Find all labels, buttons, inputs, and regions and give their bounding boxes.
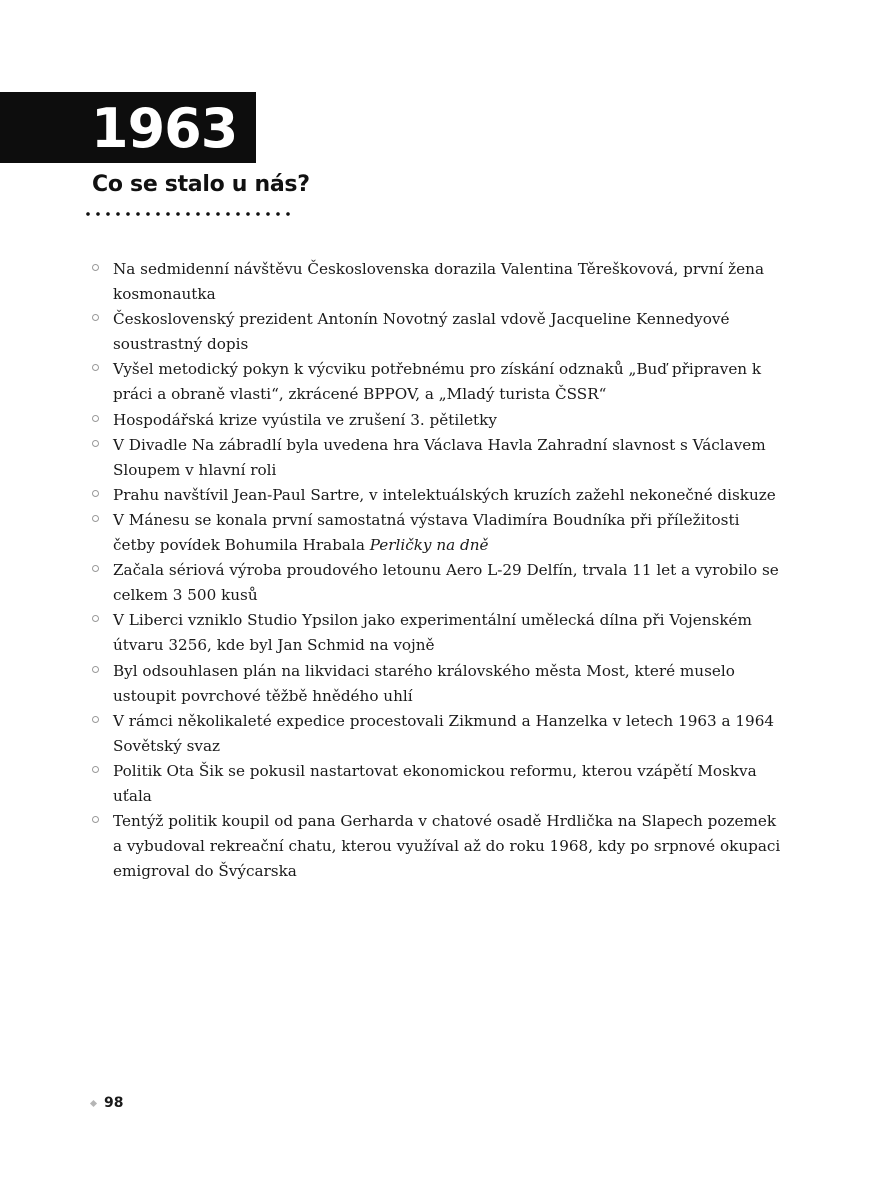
page-title: 1963 xyxy=(91,97,238,160)
event-text: Vyšel metodický pokyn k výcviku potřebnému pro získání odznaků „Buď připraven k práci a obraně vlasti“, zkrácené BPPOV, a „Mladý turista ČSSR“ xyxy=(113,360,762,404)
diamond-icon xyxy=(90,1099,97,1106)
circle-bullet-icon xyxy=(92,565,99,572)
circle-bullet-icon xyxy=(92,440,99,447)
dotted-divider xyxy=(83,210,292,218)
year-banner xyxy=(0,92,256,163)
event-text: Tentýž politik koupil od pana Gerharda v chatové osadě Hrdlička na Slapech pozemek a vybudoval rekreační chatu, kterou využíval až do roku 1968, kdy po srpnové okupaci emigroval do Švýcarska xyxy=(113,812,781,881)
list-item xyxy=(92,709,782,759)
circle-bullet-icon xyxy=(92,816,99,823)
event-text: Politik Ota Šik se pokusil nastartovat ekonomickou reformu, kterou vzápětí Moskva uťala xyxy=(113,761,757,805)
circle-bullet-icon xyxy=(92,314,99,321)
circle-bullet-icon xyxy=(92,415,99,422)
event-text: Na sedmidenní návštěvu Československa dorazila Valentina Těreškovová, první žena kosmonautka xyxy=(113,260,765,304)
list-item xyxy=(92,659,782,709)
list-item xyxy=(92,307,782,357)
event-text: V rámci několikaleté expedice procestovali Zikmund a Hanzelka v letech 1963 a 1964 Sovětský svaz xyxy=(113,711,775,755)
event-text: Prahu navštívil Jean-Paul Sartre, v intelektuálských kruzích zažehl nekonečné diskuze xyxy=(113,485,776,504)
event-text: Byl odsouhlasen plán na likvidaci starého královského města Most, které muselo ustoupit povrchové těžbě hnědého uhlí xyxy=(113,661,735,705)
circle-bullet-icon xyxy=(92,515,99,522)
section-subtitle: Co se stalo u nás? xyxy=(92,172,310,197)
circle-bullet-icon xyxy=(92,716,99,723)
circle-bullet-icon xyxy=(92,766,99,773)
event-text: Hospodářská krize vyústila ve zrušení 3. pětiletky xyxy=(113,410,497,429)
events-list xyxy=(92,257,782,884)
list-item xyxy=(92,809,782,884)
circle-bullet-icon xyxy=(92,490,99,497)
page-number: 98 xyxy=(104,1095,124,1111)
list-item xyxy=(92,508,782,558)
list-item xyxy=(92,759,782,809)
circle-bullet-icon xyxy=(92,615,99,622)
circle-bullet-icon xyxy=(92,666,99,673)
list-item xyxy=(92,433,782,483)
event-text: V Liberci vzniklo Studio Ypsilon jako experimentální umělecká dílna při Vojenském útvaru 3256, kde byl Jan Schmid na vojně xyxy=(113,611,752,655)
event-text: Československý prezident Antonín Novotný zaslal vdově Jacqueline Kennedyové soustrastný dopis xyxy=(113,310,730,354)
circle-bullet-icon xyxy=(92,364,99,371)
book-title: Perličky na dně xyxy=(369,536,489,555)
list-item xyxy=(92,483,782,508)
event-text: V Divadle Na zábradlí byla uvedena hra Václava Havla Zahradní slavnost s Václavem Sloupem v hlavní roli xyxy=(113,435,766,479)
list-item xyxy=(92,408,782,433)
circle-bullet-icon xyxy=(92,264,99,271)
page-footer xyxy=(91,1093,123,1113)
list-item xyxy=(92,257,782,307)
event-text: Začala sériová výroba proudového letounu Aero L-29 Delfín, trvala 11 let a vyrobilo se celkem 3 500 kusů xyxy=(113,561,779,605)
event-text: V Mánesu se konala první samostatná výstava Vladimíra Boudníka při příležitosti četby povídek Bohumila Hrabala xyxy=(113,510,740,555)
list-item xyxy=(92,608,782,658)
list-item xyxy=(92,357,782,407)
list-item xyxy=(92,558,782,608)
